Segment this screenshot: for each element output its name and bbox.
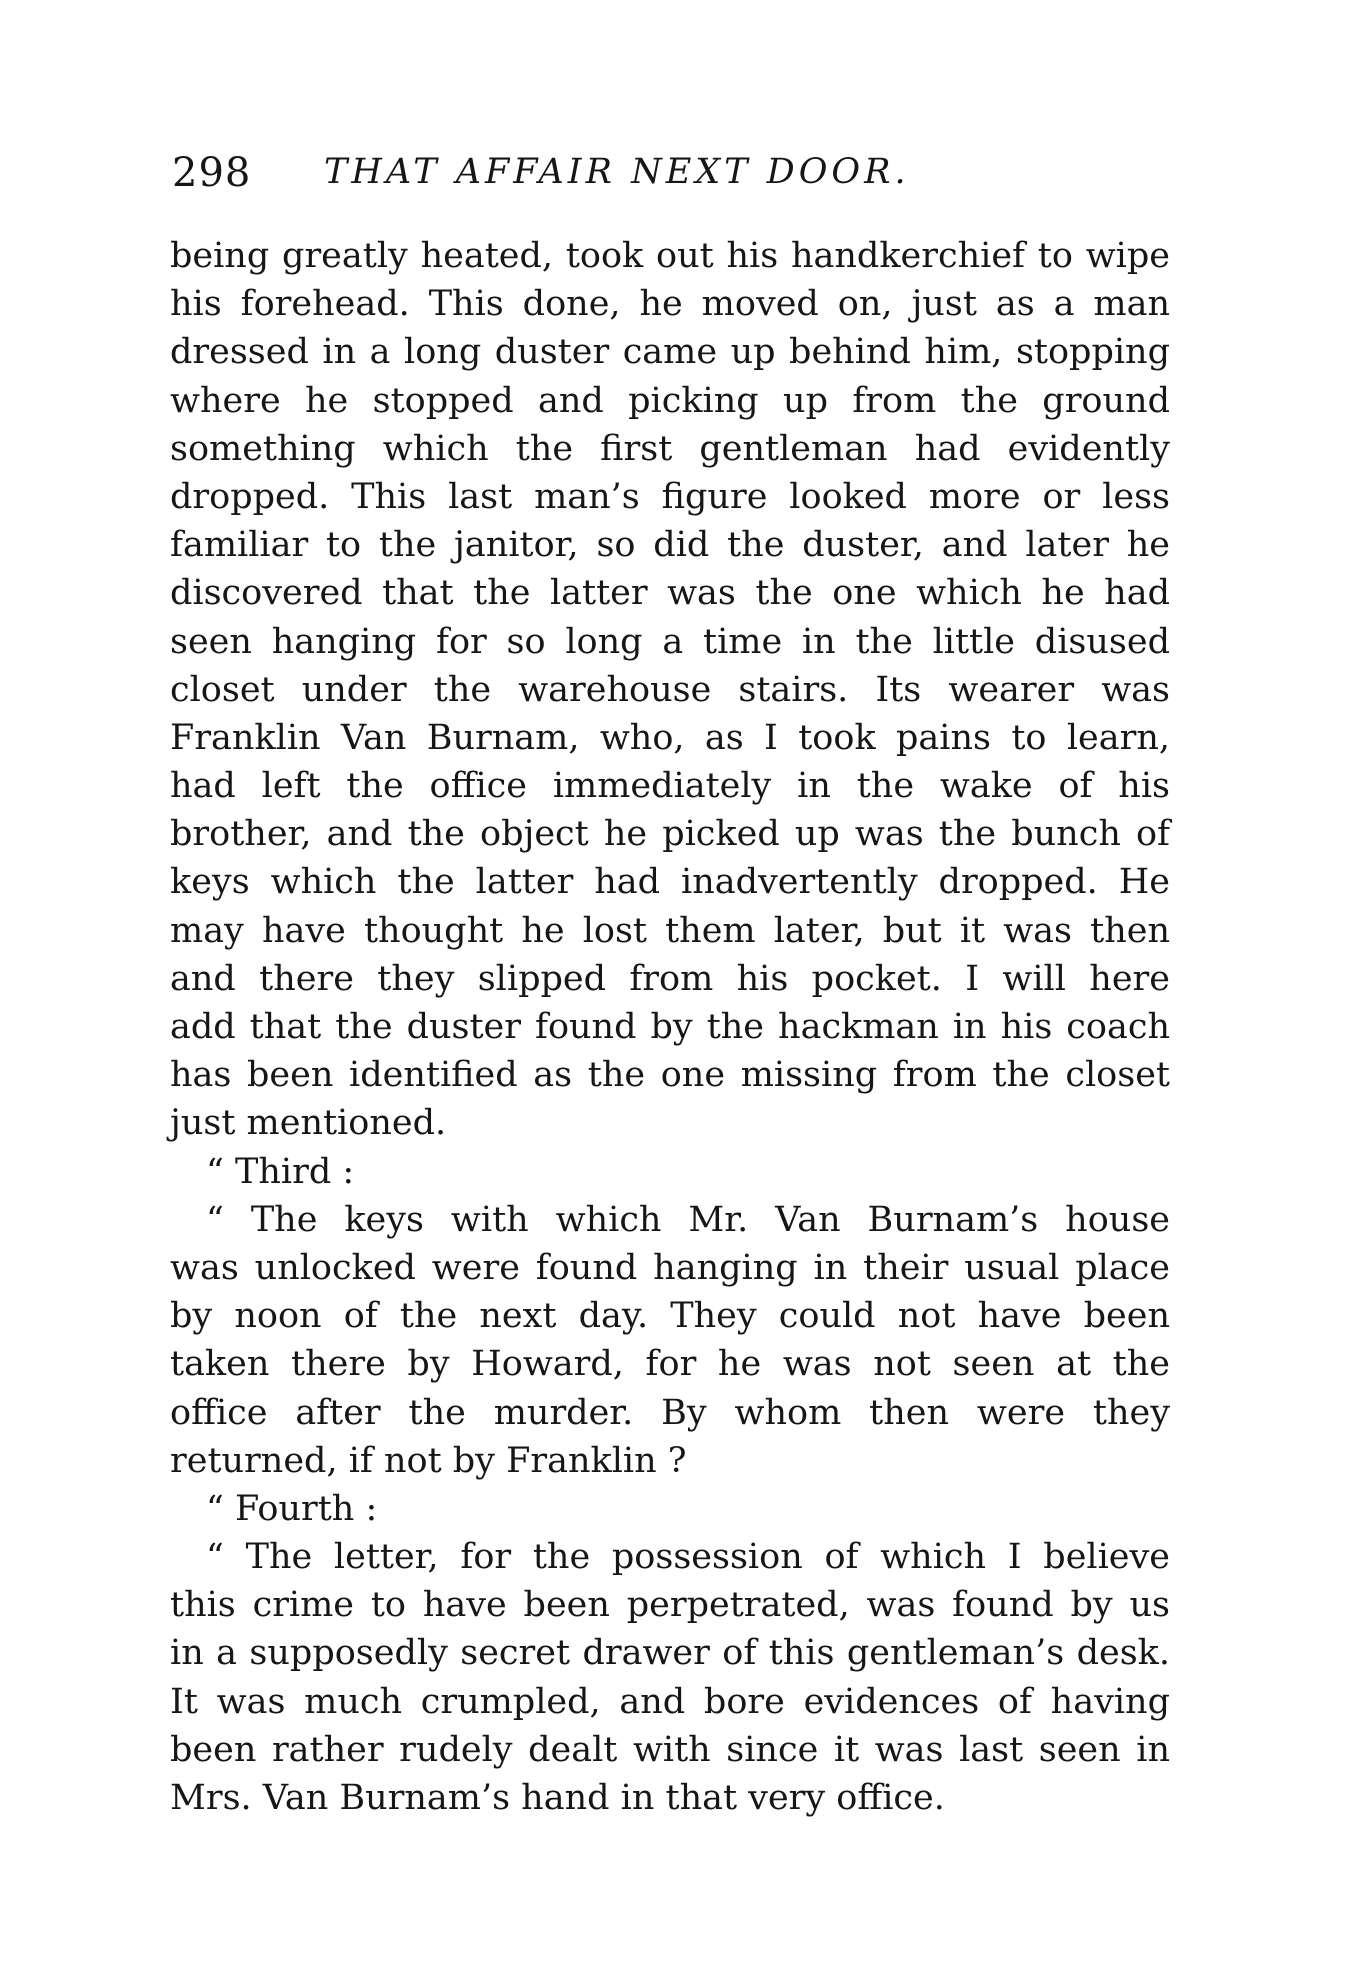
text-line: had left the office immediately in the wake of his xyxy=(170,766,1170,807)
page-header xyxy=(172,150,1172,210)
text-line: this crime to have been perpetrated, was found by us xyxy=(170,1585,1170,1626)
text-line: Mrs. Van Burnam’s hand in that very office. xyxy=(170,1778,945,1818)
text-line: familiar to the janitor, so did the duster, and later he xyxy=(170,525,1170,566)
text-line: something which the first gentleman had evidently xyxy=(170,428,1170,469)
section-heading: “ Fourth : xyxy=(206,1488,378,1529)
text-line: just mentioned. xyxy=(170,1103,447,1144)
text-line: add that the duster found by the hackman in his coach xyxy=(170,1007,1170,1047)
text-line: taken there by Howard, for he was not seen at the xyxy=(170,1344,1170,1385)
text-line: in a supposedly secret drawer of this gentleman’s desk. xyxy=(170,1633,1170,1674)
text-line: dropped. This last man’s figure looked more or less xyxy=(170,476,1170,517)
text-line: office after the murder. By whom then were they xyxy=(170,1392,1170,1433)
text-line: closet under the warehouse stairs. Its wearer was xyxy=(170,669,1170,710)
text-line: discovered that the latter was the one which he had xyxy=(170,573,1170,614)
text-line: where he stopped and picking up from the ground xyxy=(170,380,1170,421)
section-heading: “ Third : xyxy=(206,1151,355,1192)
text-line: Franklin Van Burnam, who, as I took pains to learn, xyxy=(170,717,1170,758)
text-line: been rather rudely dealt with since it was last seen in xyxy=(170,1729,1170,1770)
body-text xyxy=(170,232,1170,1822)
text-line: brother, and the object he picked up was the bunch of xyxy=(170,814,1170,855)
text-line: was unlocked were found hanging in their usual place xyxy=(170,1247,1170,1288)
text-line: may have thought he lost them later, but it was then xyxy=(170,910,1170,951)
text-line: seen hanging for so long a time in the little disused xyxy=(170,621,1170,662)
text-line: keys which the latter had inadvertently dropped. He xyxy=(170,862,1170,903)
text-line: It was much crumpled, and bore evidences of having xyxy=(170,1681,1170,1722)
text-line: and there they slipped from his pocket. I will here xyxy=(170,958,1170,999)
text-line: by noon of the next day. They could not have been xyxy=(170,1296,1170,1337)
text-line: being greatly heated, took out his handkerchief to wipe xyxy=(170,236,1170,276)
running-title: THAT AFFAIR NEXT DOOR. xyxy=(324,152,910,192)
text-line: dressed in a long duster came up behind him, stopping xyxy=(170,332,1170,373)
text-line: “ The letter, for the possession of which I believe xyxy=(206,1537,1170,1578)
page-number: 298 xyxy=(172,150,252,196)
text-line: “ The keys with which Mr. Van Burnam’s house xyxy=(206,1199,1170,1240)
text-line: returned, if not by Franklin ? xyxy=(170,1440,687,1481)
text-line: has been identified as the one missing from the closet xyxy=(170,1055,1170,1096)
text-line: his forehead. This done, he moved on, just as a man xyxy=(170,284,1170,325)
